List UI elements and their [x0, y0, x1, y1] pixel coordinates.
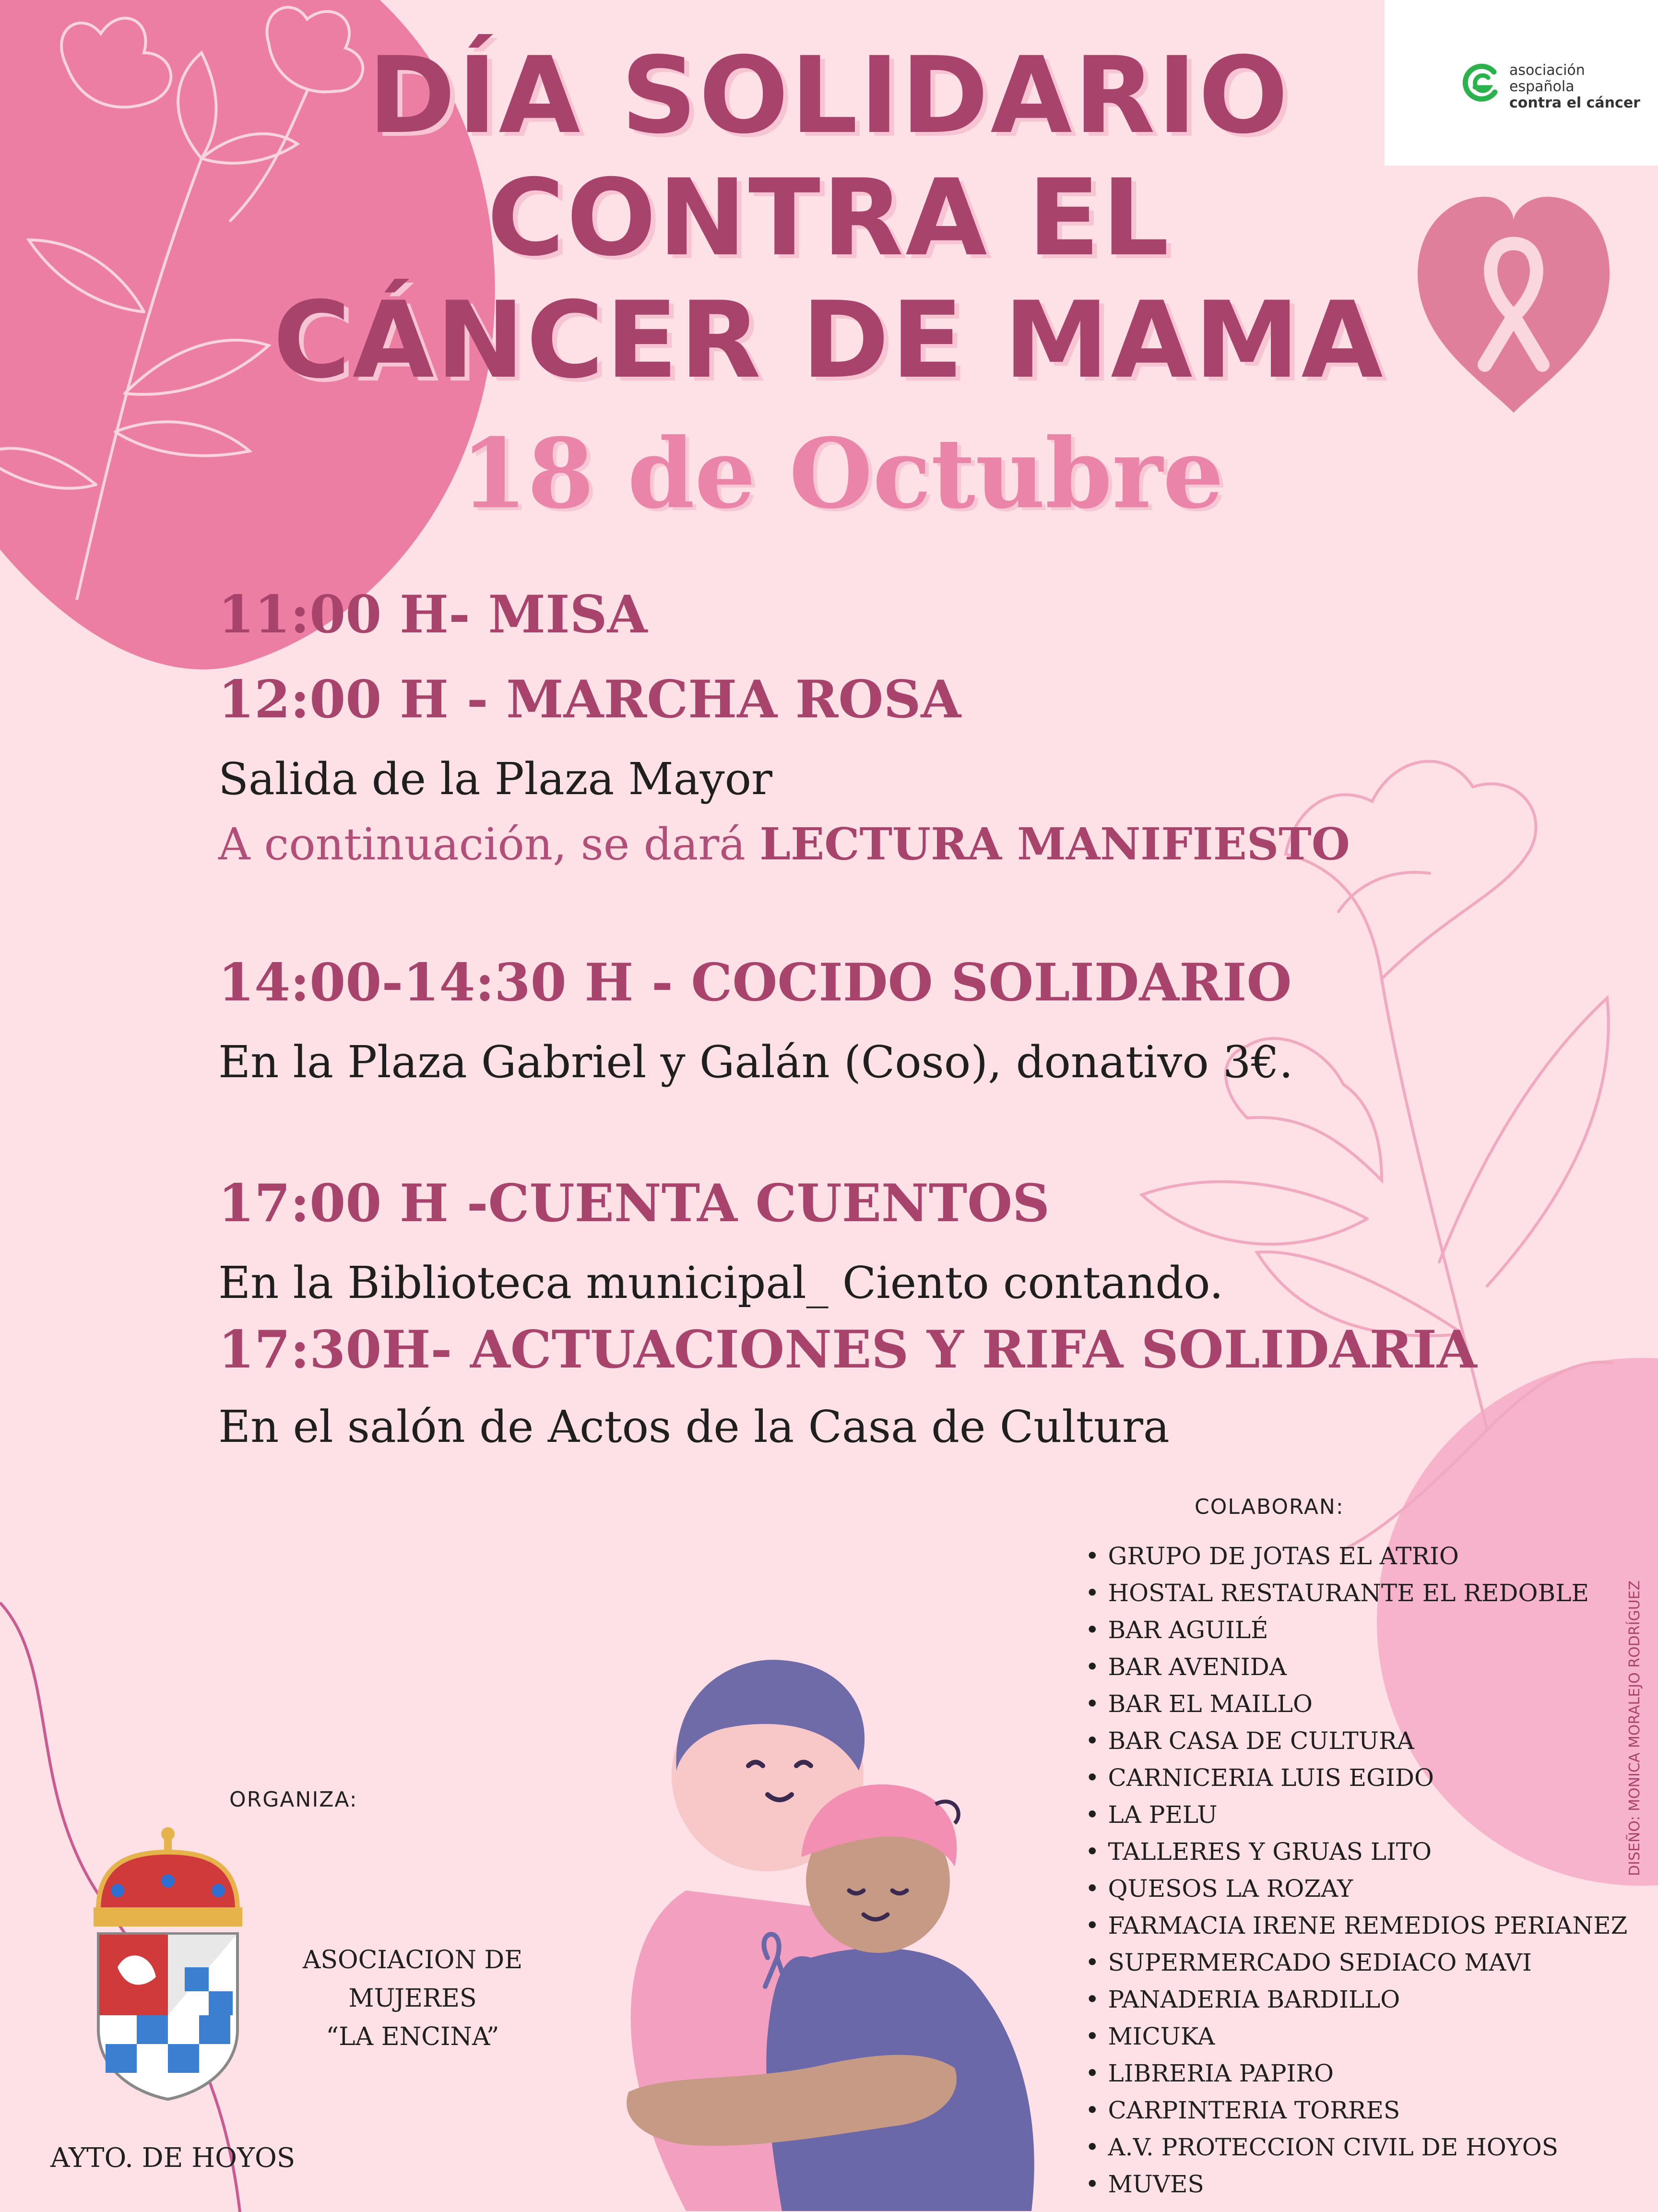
colaborador-item: • SUPERMERCADO SEDIACO MAVI — [1085, 1944, 1627, 1981]
colaborador-item: • BAR CASA DE CULTURA — [1085, 1723, 1627, 1760]
event-cuenta-cuentos: 17:00 H -CUENTA CUENTOS — [218, 1173, 1050, 1234]
colaborador-item: • BAR AGUILÉ — [1085, 1612, 1627, 1649]
event-lectura-manifiesto — [218, 818, 1350, 870]
title-line-2: CONTRA EL — [487, 156, 1171, 279]
colaboran-label: COLABORAN: — [1195, 1495, 1344, 1519]
colaborador-item: • FARMACIA IRENE REMEDIOS PERIANEZ — [1085, 1907, 1627, 1944]
town-coat-of-arms — [89, 1823, 247, 2102]
lectura-bold: LECTURA MANIFIESTO — [759, 818, 1350, 870]
lectura-prefix: A continuación, se dará — [218, 819, 760, 870]
colaborador-item: • MICUKA — [1085, 2018, 1627, 2055]
colaborador-item: • LA PELU — [1085, 1796, 1627, 1833]
colaborador-item: • A.V. PROTECCION CIVIL DE HOYOS — [1085, 2129, 1627, 2166]
event-cuenta-detail: En la Biblioteca municipal_ Ciento contando. — [218, 1257, 1224, 1308]
event-misa: 11:00 H- MISA — [218, 584, 648, 645]
aecc-line-3: contra el cáncer — [1509, 95, 1640, 111]
event-cocido-solidario: 14:00-14:30 H - COCIDO SOLIDARIO — [218, 952, 1292, 1013]
colaborador-item: • CARPINTERIA TORRES — [1085, 2092, 1627, 2129]
colaborador-item: • PANADERIA BARDILLO — [1085, 1981, 1627, 2018]
colaborador-item: • TALLERES Y GRUAS LITO — [1085, 1833, 1627, 1870]
organizer-line-2: MUJERES — [348, 1984, 477, 2013]
title-line-3: CÁNCER DE MAMA — [273, 279, 1385, 402]
colaborador-item: • BAR AVENIDA — [1085, 1649, 1627, 1686]
event-actuaciones-detail: En el salón de Actos de la Casa de Cultura — [218, 1401, 1170, 1452]
design-credit: DISEÑO: MONICA MORALEJO RODRÍGUEZ — [1626, 1580, 1643, 1876]
colaboran-list — [1085, 1538, 1627, 2203]
event-date: 18 de Octubre — [461, 417, 1224, 530]
colaborador-item: • LIBRERIA PAPIRO — [1085, 2055, 1627, 2092]
organizer-line-1: ASOCIACION DE — [302, 1946, 523, 1974]
aecc-line-1: asociación — [1509, 62, 1585, 79]
colaborador-item: • MUVES — [1085, 2166, 1627, 2203]
organiza-label: ORGANIZA: — [229, 1787, 358, 1812]
colaborador-item: • HOSTAL RESTAURANTE EL REDOBLE — [1085, 1575, 1627, 1612]
colaborador-item: • BAR EL MAILLO — [1085, 1686, 1627, 1723]
event-marcha-detail: Salida de la Plaza Mayor — [218, 753, 772, 805]
event-marcha-rosa: 12:00 H - MARCHA ROSA — [218, 669, 961, 730]
organizer-line-3: “LA ENCINA” — [326, 2022, 499, 2051]
page-title — [0, 35, 1658, 402]
hug-illustration — [609, 1651, 1051, 2211]
event-actuaciones: 17:30H- ACTUACIONES Y RIFA SOLIDARIA — [218, 1320, 1477, 1380]
colaborador-item: • GRUPO DE JOTAS EL ATRIO — [1085, 1538, 1627, 1575]
colaborador-item: • QUESOS LA ROZAY — [1085, 1870, 1627, 1907]
title-line-1: DÍA SOLIDARIO — [368, 34, 1290, 157]
ayuntamiento-label: AYTO. DE HOYOS — [50, 2142, 296, 2174]
event-cocido-detail: En la Plaza Gabriel y Galán (Coso), donativo 3€. — [218, 1036, 1293, 1088]
aecc-line-2: española — [1509, 78, 1575, 95]
colaborador-item: • CARNICERIA LUIS EGIDO — [1085, 1760, 1627, 1796]
organizer-name — [269, 1941, 557, 2056]
